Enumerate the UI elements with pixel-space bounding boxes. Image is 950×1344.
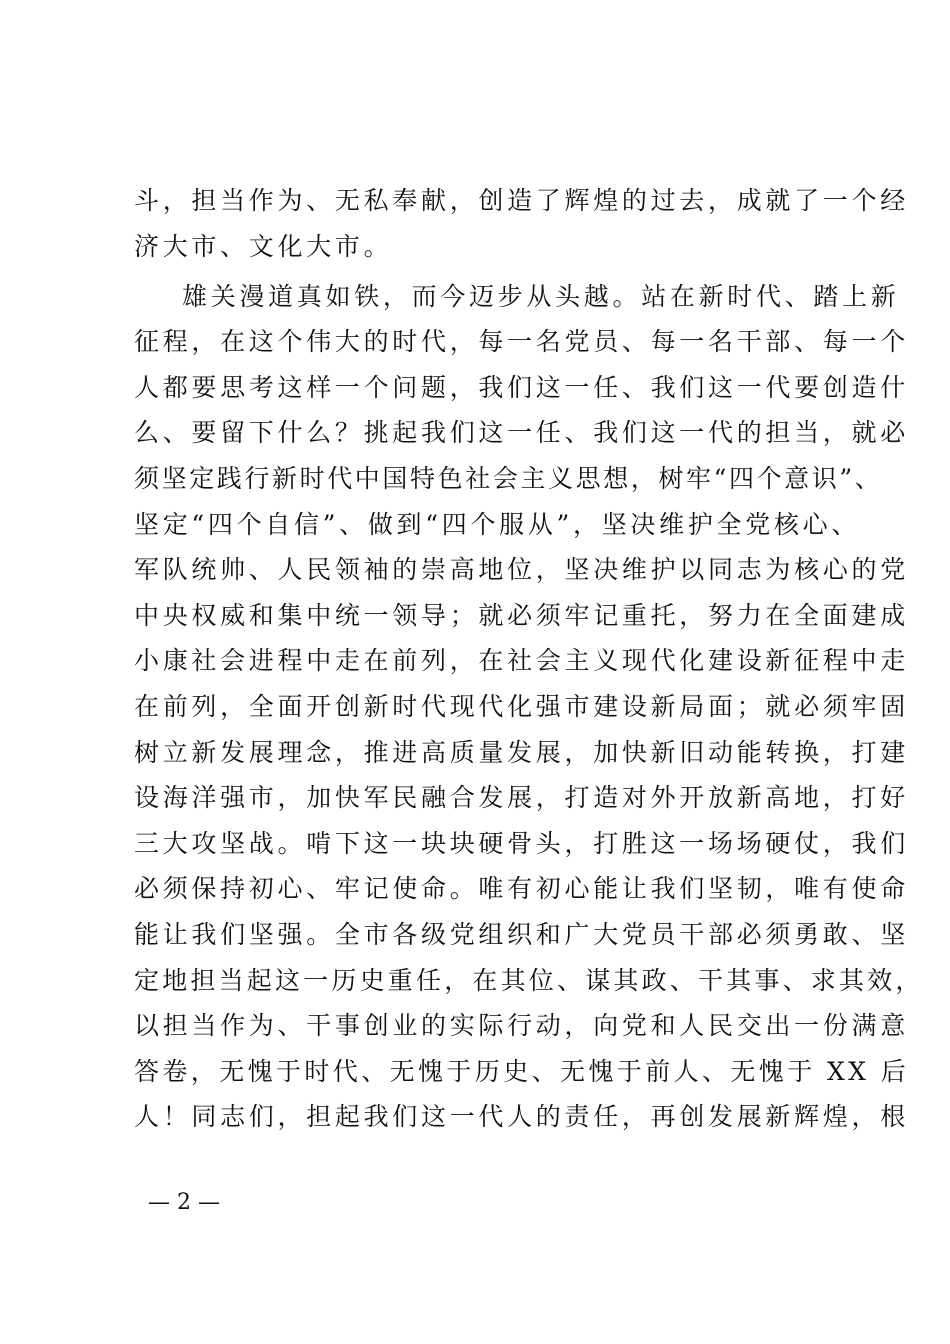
text-line: 中央权威和集中统一领导；就必须牢记重托，努力在全面建成 — [134, 601, 909, 630]
text-line: 答卷，无愧于时代、无愧于历史、无愧于前人、无愧于 XX 后 — [134, 1057, 910, 1086]
text-line: 须坚定践行新时代中国特色社会主义思想，树牢“四个意识”、 — [134, 464, 883, 493]
text-line: 济大市、文化大市。 — [134, 232, 393, 261]
text-line: 人都要思考这样一个问题，我们这一任、我们这一代要创造什 — [134, 373, 909, 402]
text-line: 人！同志们，担起我们这一代人的责任，再创发展新辉煌，根 — [134, 1102, 909, 1131]
text-line: 能让我们坚强。全市各级党组织和广大党员干部必须勇敢、坚 — [134, 920, 909, 949]
text-line: 么、要留下什么？挑起我们这一任、我们这一代的担当，就必 — [134, 418, 909, 447]
text-line: 斗，担当作为、无私奉献，创造了辉煌的过去，成就了一个经 — [134, 186, 909, 215]
text-line: 小康社会进程中走在前列，在社会主义现代化建设新征程中走 — [134, 646, 909, 675]
text-line: 在前列，全面开创新时代现代化强市建设新局面；就必须牢固 — [134, 692, 909, 721]
page-number: — 2 — — [148, 1190, 220, 1215]
text-line: 树立新发展理念，推进高质量发展，加快新旧动能转换，打建 — [134, 738, 909, 767]
text-line: 设海洋强市，加快军民融合发展，打造对外开放新高地，打好 — [134, 783, 909, 812]
text-line: 三大攻坚战。啃下这一块块硬骨头，打胜这一场场硬仗，我们 — [134, 829, 909, 858]
paragraph-start-line: 雄关漫道真如铁，而今迈步从头越。站在新时代、踏上新 — [182, 282, 900, 311]
text-line: 军队统帅、人民领袖的崇高地位，坚决维护以同志为核心的党 — [134, 555, 909, 584]
text-line: 征程，在这个伟大的时代，每一名党员、每一名干部、每一个 — [134, 327, 909, 356]
text-line: 以担当作为、干事创业的实际行动，向党和人民交出一份满意 — [134, 1011, 909, 1040]
text-line: 必须保持初心、牢记使命。唯有初心能让我们坚韧，唯有使命 — [134, 874, 909, 903]
text-line: 定地担当起这一历史重任，在其位、谋其政、干其事、求其效， — [134, 966, 924, 995]
text-line: 坚定“四个自信”、做到“四个服从”，坚决维护全党核心、 — [134, 510, 861, 539]
